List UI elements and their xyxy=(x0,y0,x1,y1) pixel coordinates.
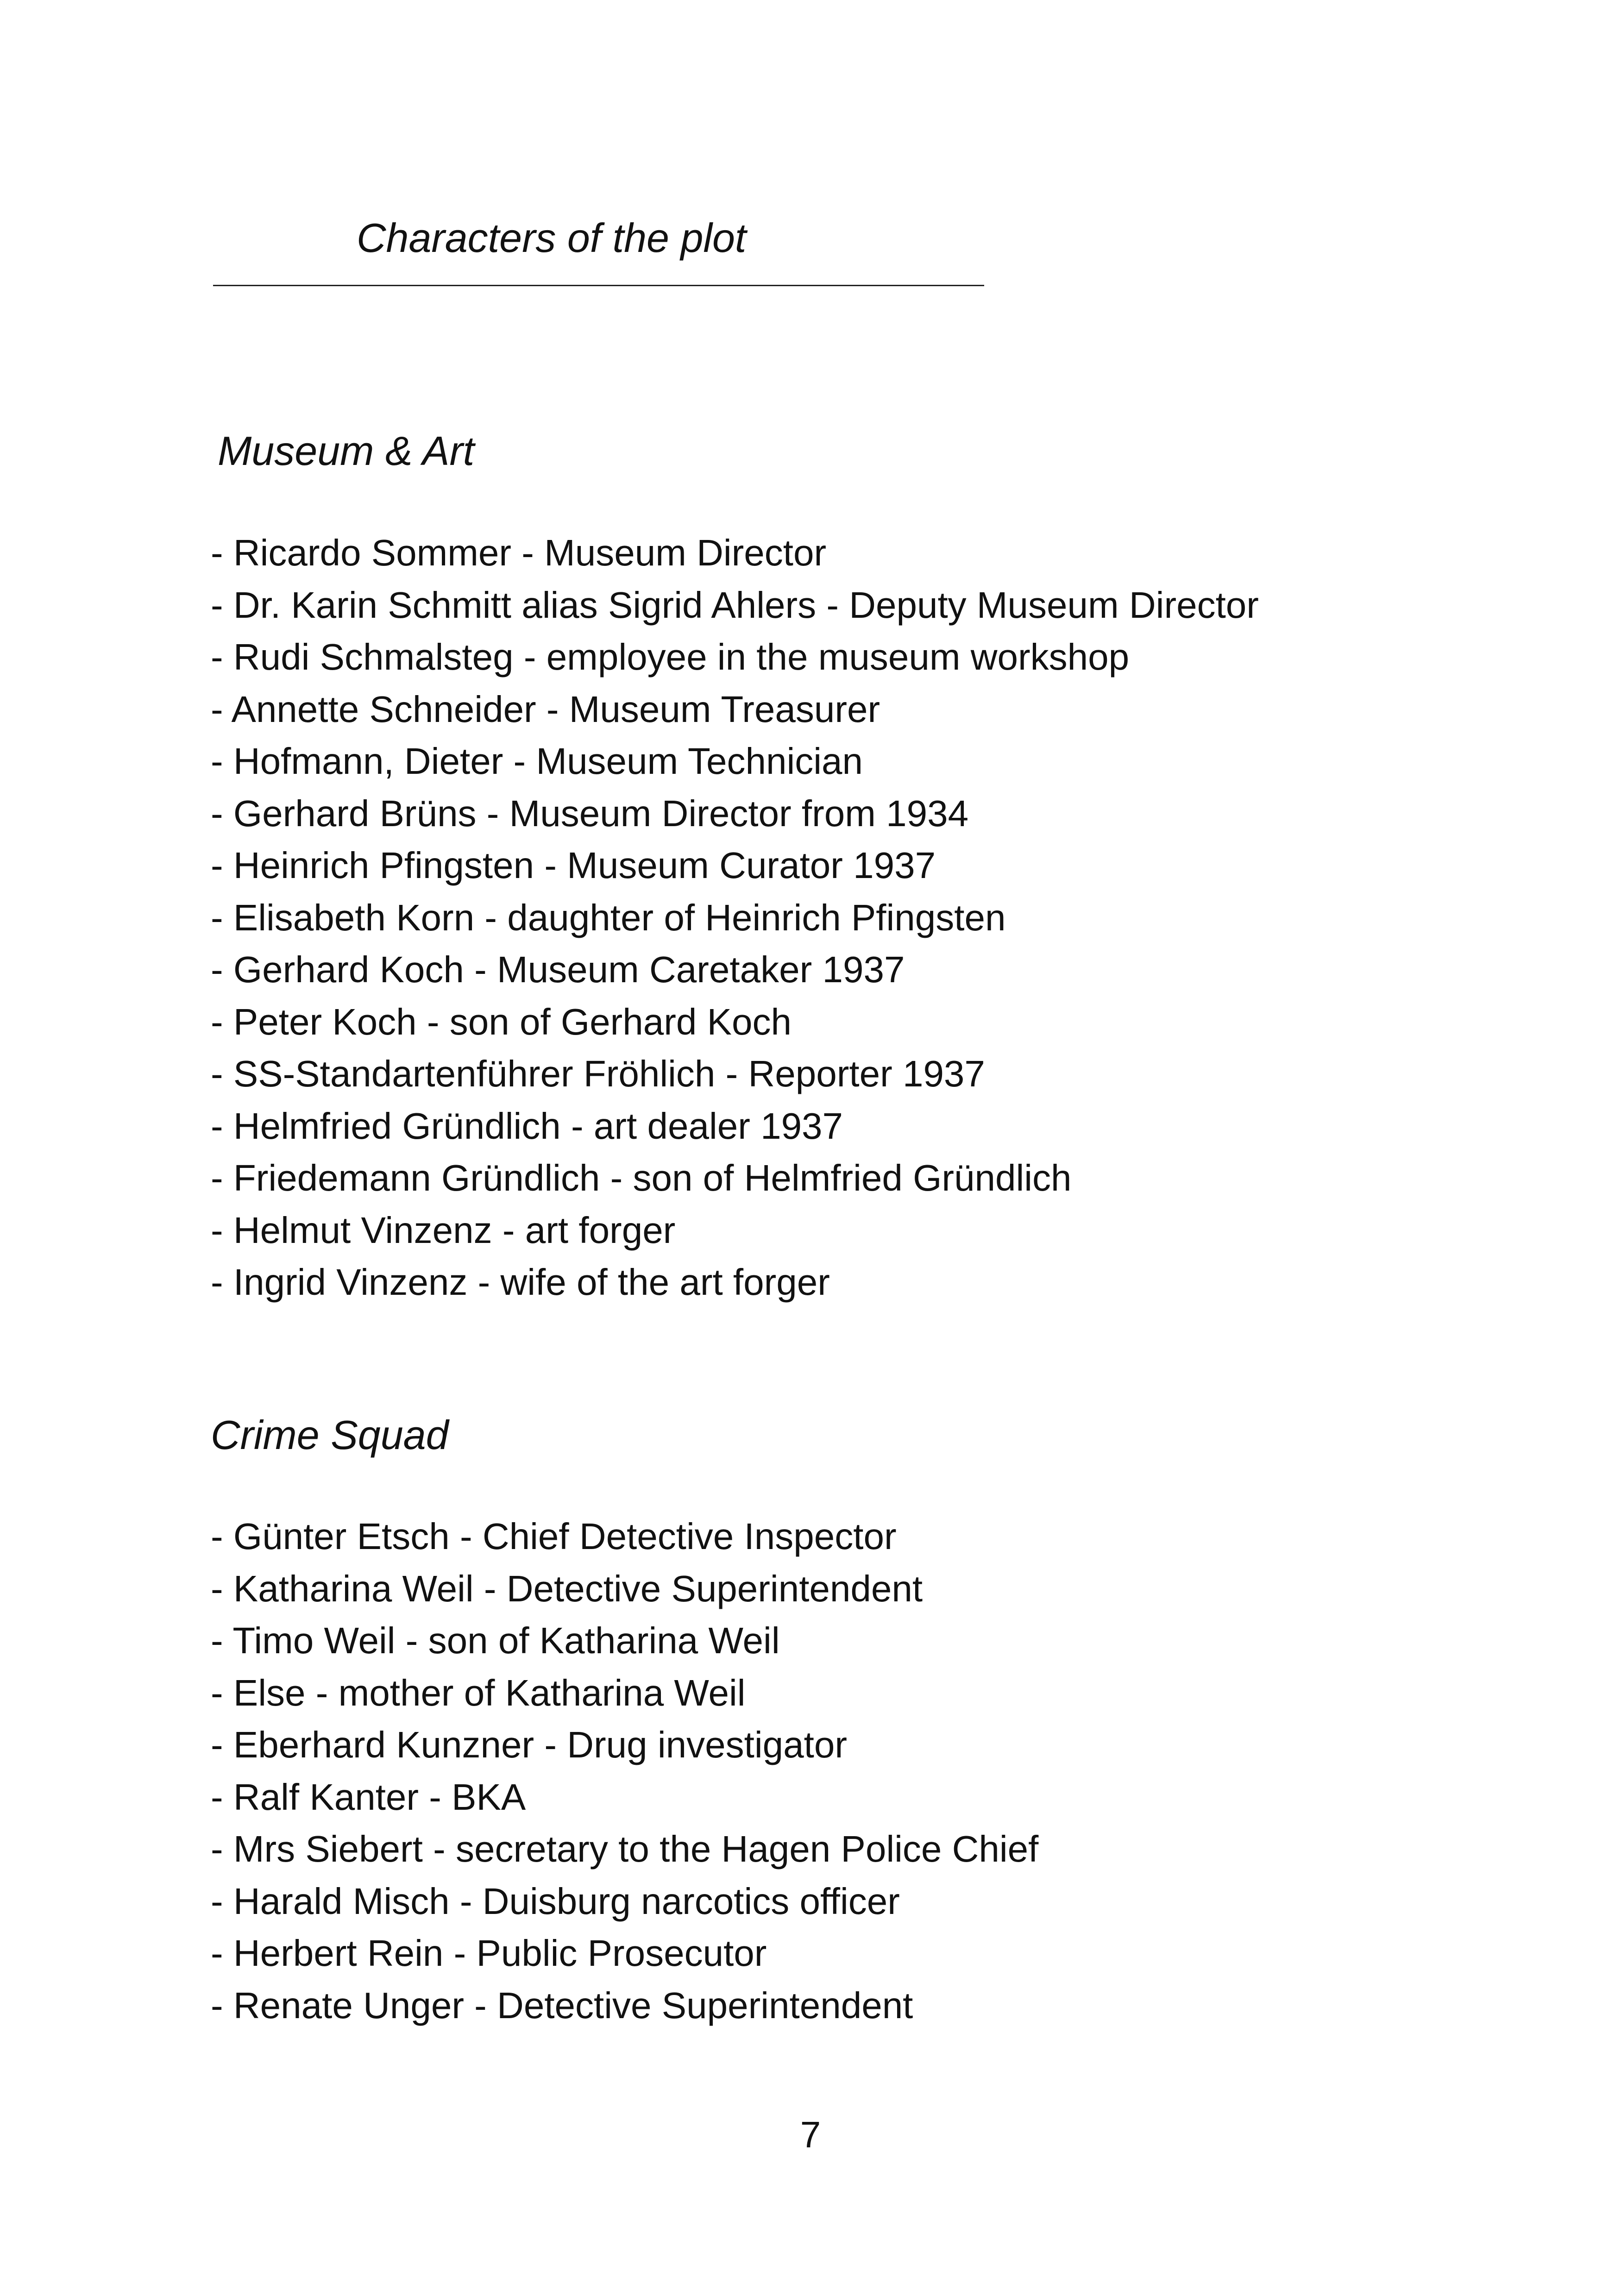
character-list-item: - Helmut Vinzenz - art forger xyxy=(211,1209,676,1251)
character-list-item: - Eberhard Kunzner - Drug investigator xyxy=(211,1724,847,1765)
section-heading-museum-art: Museum & Art xyxy=(218,428,475,474)
character-list-item: - SS-Standartenführer Fröhlich - Reporter 1937 xyxy=(211,1053,985,1094)
character-list-item: - Günter Etsch - Chief Detective Inspector xyxy=(211,1516,897,1557)
character-list-item: - Herbert Rein - Public Prosecutor xyxy=(211,1932,767,1974)
character-list-museum-art xyxy=(211,527,1259,1309)
character-list-item: - Dr. Karin Schmitt alias Sigrid Ahlers - Deputy Museum Director xyxy=(211,584,1259,626)
character-list-item: - Annette Schneider - Museum Treasurer xyxy=(211,688,880,730)
character-list-item: - Heinrich Pfingsten - Museum Curator 1937 xyxy=(211,845,936,886)
character-list-item: - Ingrid Vinzenz - wife of the art forger xyxy=(211,1261,830,1303)
character-list-item: - Timo Weil - son of Katharina Weil xyxy=(211,1620,780,1661)
character-list-item: - Elisabeth Korn - daughter of Heinrich Pfingsten xyxy=(211,897,1006,938)
character-list-item: - Gerhard Brüns - Museum Director from 1934 xyxy=(211,792,969,834)
character-list-item: - Else - mother of Katharina Weil xyxy=(211,1672,746,1713)
character-list-item: - Hofmann, Dieter - Museum Technician xyxy=(211,740,863,782)
character-list-item: - Katharina Weil - Detective Superintendent xyxy=(211,1568,923,1609)
page-title: Characters of the plot xyxy=(357,215,747,261)
character-list-item: - Helmfried Gründlich - art dealer 1937 xyxy=(211,1105,843,1147)
character-list-item: - Mrs Siebert - secretary to the Hagen Police Chief xyxy=(211,1828,1039,1869)
character-list-item: - Renate Unger - Detective Superintendent xyxy=(211,1984,913,2026)
character-list-item: - Ricardo Sommer - Museum Director xyxy=(211,532,827,573)
character-list-item: - Gerhard Koch - Museum Caretaker 1937 xyxy=(211,949,905,990)
character-list-crime-squad xyxy=(211,1511,1038,2032)
section-heading-crime-squad: Crime Squad xyxy=(211,1412,449,1458)
character-list-item: - Peter Koch - son of Gerhard Koch xyxy=(211,1001,792,1042)
character-list-item: - Harald Misch - Duisburg narcotics officer xyxy=(211,1880,900,1922)
page-number: 7 xyxy=(800,2114,821,2155)
title-underline xyxy=(213,285,984,286)
character-list-item: - Ralf Kanter - BKA xyxy=(211,1776,526,1818)
character-list-item: - Rudi Schmalsteg - employee in the museum workshop xyxy=(211,636,1130,678)
character-list-item: - Friedemann Gründlich - son of Helmfried Gründlich xyxy=(211,1157,1072,1198)
